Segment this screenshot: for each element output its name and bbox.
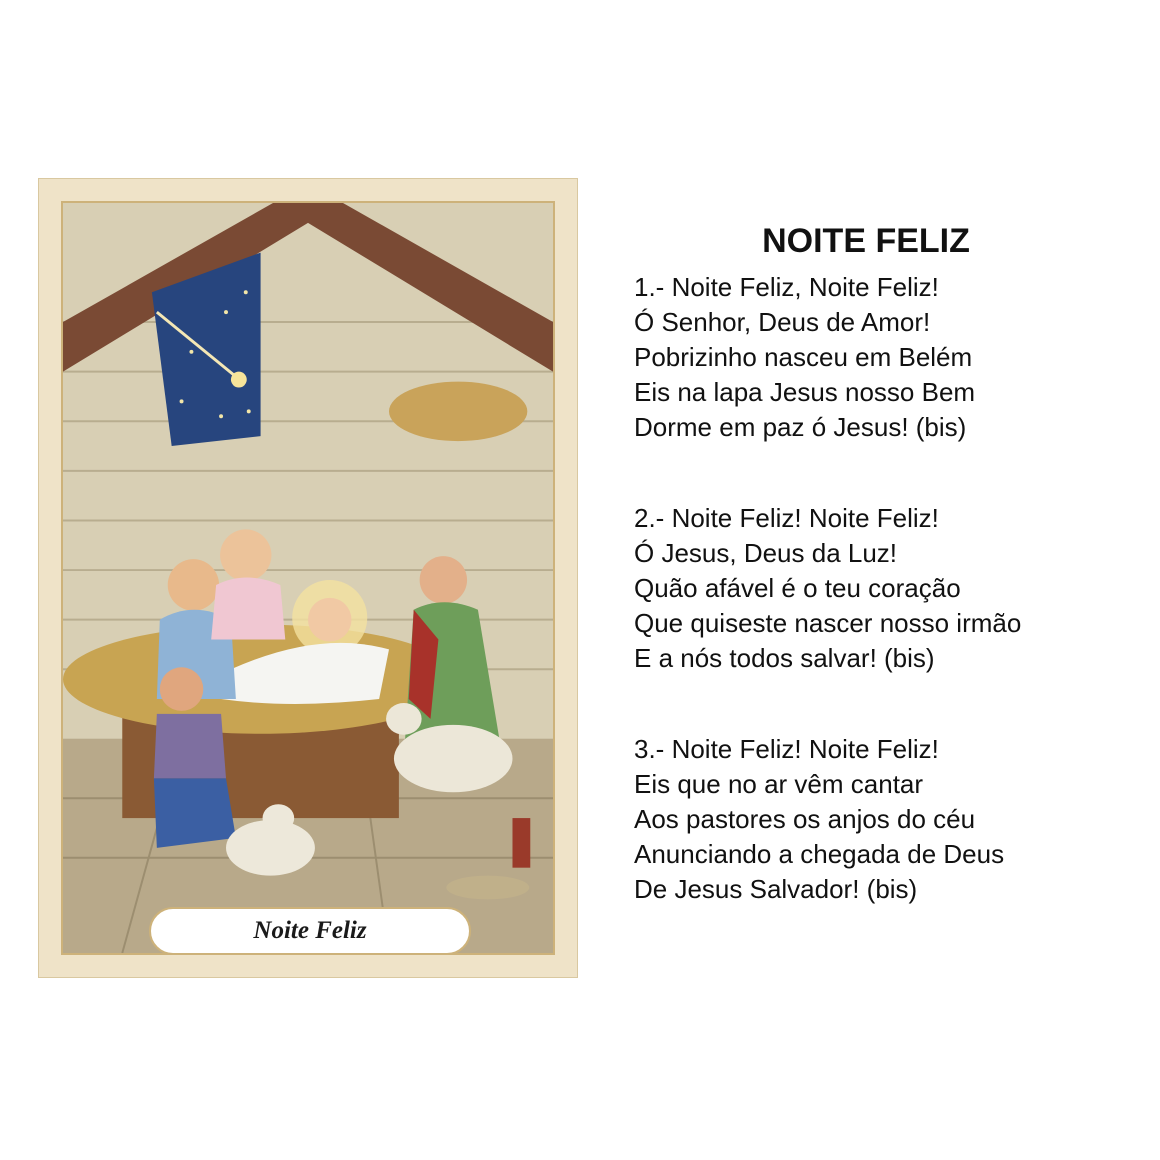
song-lyrics (634, 218, 1134, 963)
song-title: NOITE FELIZ (762, 222, 970, 260)
verse-line: Eis que no ar vêm cantar (634, 769, 924, 799)
verse-line: 2.- Noite Feliz! Noite Feliz! (634, 503, 939, 533)
nativity-card (38, 178, 578, 978)
nativity-illustration (61, 201, 555, 955)
verse-line: Ó Senhor, Deus de Amor! (634, 307, 931, 337)
verse-line: Eis na lapa Jesus nosso Bem (634, 377, 976, 407)
verse-line: Aos pastores os anjos do céu (634, 804, 976, 834)
verse-line: Pobrizinho nasceu em Belém (634, 342, 973, 372)
card-caption: Noite Feliz (149, 907, 471, 955)
verse-line: Quão afável é o teu coração (634, 573, 961, 603)
verse-line: Anunciando a chegada de Deus (634, 839, 1005, 869)
verse-line: De Jesus Salvador! (bis) (634, 874, 918, 904)
verse-line: Ó Jesus, Deus da Luz! (634, 538, 898, 568)
verse-line: E a nós todos salvar! (bis) (634, 643, 935, 673)
verse-line: 3.- Noite Feliz! Noite Feliz! (634, 734, 939, 764)
verse-line: 1.- Noite Feliz, Noite Feliz! (634, 272, 939, 302)
verse-2 (634, 501, 1134, 676)
verse-3 (634, 732, 1134, 907)
verse-line: Que quiseste nascer nosso irmão (634, 608, 1022, 638)
nativity-scene-image (63, 203, 553, 953)
verse-1 (634, 270, 1134, 445)
verse-line: Dorme em paz ó Jesus! (bis) (634, 412, 967, 442)
